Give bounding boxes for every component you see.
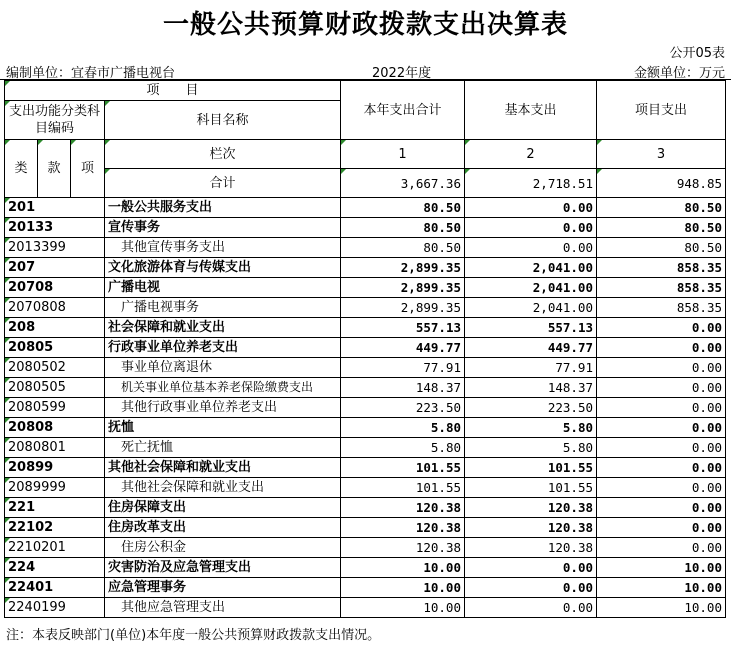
sum-label: 合计 (105, 169, 341, 198)
header-n1: 1 (341, 140, 465, 169)
table-row (5, 478, 726, 498)
row-total: 223.50 (341, 398, 465, 418)
header-col-basic: 基本支出 (465, 81, 597, 140)
row-name: 住房保障支出 (105, 498, 341, 518)
row-basic: 0.00 (465, 238, 597, 258)
footnote: 注：本表反映部门(单位)本年度一般公共预算财政拨款支出情况。 (6, 628, 381, 643)
row-basic: 0.00 (465, 578, 597, 598)
row-basic: 0.00 (465, 198, 597, 218)
row-name: 其他应急管理支出 (105, 598, 341, 618)
row-project: 0.00 (597, 378, 726, 398)
row-name: 文化旅游体育与传媒支出 (105, 258, 341, 278)
table-row (5, 198, 726, 218)
header-name-col: 科目名称 (105, 101, 341, 140)
row-total: 80.50 (341, 198, 465, 218)
header-col-project: 项目支出 (597, 81, 726, 140)
row-code: 201 (5, 198, 105, 218)
row-code: 224 (5, 558, 105, 578)
row-code: 2013399 (5, 238, 105, 258)
table-row (5, 538, 726, 558)
row-basic: 2,041.00 (465, 278, 597, 298)
row-total: 5.80 (341, 438, 465, 458)
row-project: 0.00 (597, 418, 726, 438)
row-basic: 77.91 (465, 358, 597, 378)
table-row (5, 418, 726, 438)
table-row (5, 318, 726, 338)
table-row (5, 238, 726, 258)
table-row (5, 338, 726, 358)
header-item: 项 目 (5, 81, 341, 101)
row-total: 77.91 (341, 358, 465, 378)
row-project: 0.00 (597, 498, 726, 518)
table-row (5, 518, 726, 538)
row-project: 0.00 (597, 538, 726, 558)
row-total: 5.80 (341, 418, 465, 438)
table-row (5, 298, 726, 318)
row-basic: 2,041.00 (465, 258, 597, 278)
unit-label: 编制单位：宜春市广播电视台 (6, 66, 176, 81)
row-code: 2080505 (5, 378, 105, 398)
row-code: 2089999 (5, 478, 105, 498)
table-row (5, 558, 726, 578)
table-row (5, 358, 726, 378)
row-name: 广播电视 (105, 278, 341, 298)
row-total: 148.37 (341, 378, 465, 398)
row-basic: 120.38 (465, 518, 597, 538)
row-project: 0.00 (597, 458, 726, 478)
row-project: 0.00 (597, 438, 726, 458)
header-n3: 3 (597, 140, 726, 169)
row-basic: 101.55 (465, 478, 597, 498)
form-number: 公开05表 (669, 46, 725, 61)
amount-unit-label: 金额单位：万元 (633, 66, 725, 81)
row-total: 557.13 (341, 318, 465, 338)
row-total: 80.50 (341, 218, 465, 238)
table-row (5, 378, 726, 398)
row-total: 10.00 (341, 578, 465, 598)
row-basic: 120.38 (465, 538, 597, 558)
row-total: 80.50 (341, 238, 465, 258)
row-basic: 148.37 (465, 378, 597, 398)
row-basic: 557.13 (465, 318, 597, 338)
row-basic: 2,041.00 (465, 298, 597, 318)
row-basic: 0.00 (465, 218, 597, 238)
row-code: 207 (5, 258, 105, 278)
row-name: 社会保障和就业支出 (105, 318, 341, 338)
row-code: 22401 (5, 578, 105, 598)
row-name: 其他社会保障和就业支出 (105, 478, 341, 498)
header-n2: 2 (465, 140, 597, 169)
row-project: 80.50 (597, 218, 726, 238)
row-name: 宣传事务 (105, 218, 341, 238)
row-code: 20708 (5, 278, 105, 298)
row-name: 广播电视事务 (105, 298, 341, 318)
row-basic: 0.00 (465, 558, 597, 578)
table-row (5, 458, 726, 478)
row-code: 2080599 (5, 398, 105, 418)
row-project: 0.00 (597, 478, 726, 498)
row-code: 208 (5, 318, 105, 338)
row-total: 10.00 (341, 558, 465, 578)
row-name: 事业单位离退休 (105, 358, 341, 378)
row-project: 80.50 (597, 238, 726, 258)
row-code: 2210201 (5, 538, 105, 558)
page-title: 一般公共预算财政拨款支出决算表 (162, 10, 568, 40)
row-name: 其他宣传事务支出 (105, 238, 341, 258)
row-total: 101.55 (341, 458, 465, 478)
row-project: 0.00 (597, 398, 726, 418)
row-name: 抚恤 (105, 418, 341, 438)
row-total: 120.38 (341, 518, 465, 538)
row-code: 20808 (5, 418, 105, 438)
row-total: 2,899.35 (341, 298, 465, 318)
row-project: 0.00 (597, 518, 726, 538)
row-code: 20805 (5, 338, 105, 358)
row-project: 80.50 (597, 198, 726, 218)
header-code-col: 支出功能分类科目编码 (5, 101, 105, 140)
row-name: 灾害防治及应急管理支出 (105, 558, 341, 578)
row-project: 10.00 (597, 578, 726, 598)
row-project: 858.35 (597, 258, 726, 278)
sum-project: 948.85 (597, 169, 726, 198)
header-xiang: 项 (71, 140, 105, 198)
row-basic: 0.00 (465, 598, 597, 618)
row-name: 应急管理事务 (105, 578, 341, 598)
row-code: 2240199 (5, 598, 105, 618)
row-code: 2070808 (5, 298, 105, 318)
row-code: 2080502 (5, 358, 105, 378)
row-total: 449.77 (341, 338, 465, 358)
row-total: 120.38 (341, 498, 465, 518)
row-name: 机关事业单位基本养老保险缴费支出 (105, 378, 341, 398)
row-project: 10.00 (597, 558, 726, 578)
expenditure-table (4, 80, 726, 618)
row-basic: 101.55 (465, 458, 597, 478)
row-code: 221 (5, 498, 105, 518)
row-name: 其他社会保障和就业支出 (105, 458, 341, 478)
year-label: 2022年度 (372, 66, 432, 81)
row-total: 101.55 (341, 478, 465, 498)
header-col-total: 本年支出合计 (341, 81, 465, 140)
row-project: 10.00 (597, 598, 726, 618)
table-row (5, 218, 726, 238)
row-basic: 120.38 (465, 498, 597, 518)
header-kuan: 款 (38, 140, 71, 198)
table-row (5, 258, 726, 278)
header-lei: 类 (5, 140, 38, 198)
row-code: 20133 (5, 218, 105, 238)
row-name: 住房公积金 (105, 538, 341, 558)
table-row (5, 278, 726, 298)
row-project: 0.00 (597, 338, 726, 358)
row-name: 其他行政事业单位养老支出 (105, 398, 341, 418)
row-code: 22102 (5, 518, 105, 538)
sum-basic: 2,718.51 (465, 169, 597, 198)
row-total: 2,899.35 (341, 278, 465, 298)
row-basic: 5.80 (465, 418, 597, 438)
table-row (5, 598, 726, 618)
row-project: 0.00 (597, 318, 726, 338)
row-total: 10.00 (341, 598, 465, 618)
row-code: 20899 (5, 458, 105, 478)
row-basic: 5.80 (465, 438, 597, 458)
sum-total: 3,667.36 (341, 169, 465, 198)
row-name: 一般公共服务支出 (105, 198, 341, 218)
row-basic: 223.50 (465, 398, 597, 418)
table-row (5, 498, 726, 518)
row-total: 120.38 (341, 538, 465, 558)
row-name: 住房改革支出 (105, 518, 341, 538)
row-code: 2080801 (5, 438, 105, 458)
meta-bar (0, 61, 731, 80)
header-lanci: 栏次 (105, 140, 341, 169)
row-project: 0.00 (597, 358, 726, 378)
row-basic: 449.77 (465, 338, 597, 358)
row-total: 2,899.35 (341, 258, 465, 278)
row-name: 死亡抚恤 (105, 438, 341, 458)
table-row (5, 398, 726, 418)
row-name: 行政事业单位养老支出 (105, 338, 341, 358)
table-row (5, 578, 726, 598)
table-row (5, 438, 726, 458)
row-project: 858.35 (597, 298, 726, 318)
row-project: 858.35 (597, 278, 726, 298)
